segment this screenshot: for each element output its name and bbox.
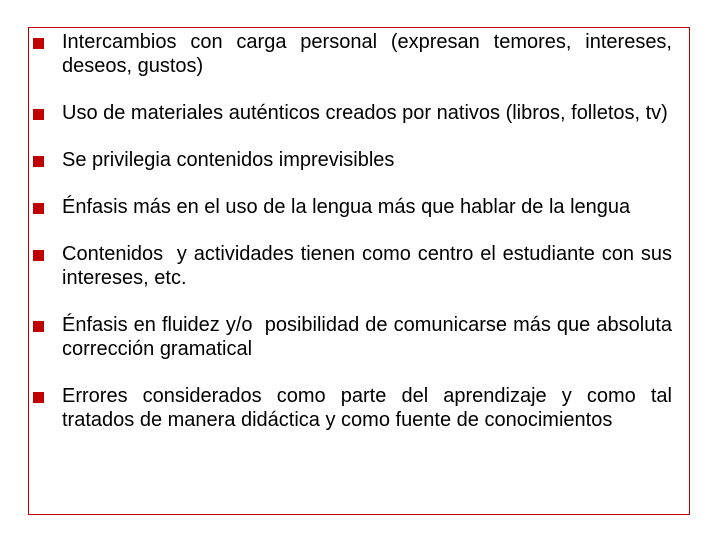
square-bullet-icon xyxy=(33,321,44,332)
square-bullet-icon xyxy=(33,250,44,261)
bullet-list xyxy=(30,30,684,432)
square-bullet-icon xyxy=(33,109,44,120)
bullet-text-2: Uso de materiales auténticos creados por nativos (libros, folletos, tv) xyxy=(62,102,668,124)
bullet-text-4: Énfasis más en el uso de la lengua más que hablar de la lengua xyxy=(62,196,631,218)
bullet-text-5: Contenidos y actividades tienen como centro el estudiante con sus intereses, etc. xyxy=(62,243,678,289)
bullet-item-4 xyxy=(30,195,672,219)
bullet-item-3 xyxy=(30,148,672,172)
bullet-text-7: Errores considerados como parte del aprendizaje y como tal tratados de manera didáctica y como fuente de conocimientos xyxy=(62,385,684,431)
bullet-text-6: Énfasis en fluidez y/o posibilidad de comunicarse más que absoluta corrección gramatical xyxy=(62,314,678,360)
bullet-text-1: Intercambios con carga personal (expresan temores, intereses, deseos, gustos) xyxy=(62,31,672,77)
bullet-text-3: Se privilegia contenidos imprevisibles xyxy=(62,149,395,171)
bullet-item-5 xyxy=(30,242,678,290)
bullet-item-6 xyxy=(30,313,678,361)
square-bullet-icon xyxy=(33,392,44,403)
square-bullet-icon xyxy=(33,203,44,214)
bullet-item-2 xyxy=(30,101,672,125)
square-bullet-icon xyxy=(33,156,44,167)
square-bullet-icon xyxy=(33,38,44,49)
bullet-item-1 xyxy=(30,30,672,78)
bullet-item-7 xyxy=(30,384,684,432)
